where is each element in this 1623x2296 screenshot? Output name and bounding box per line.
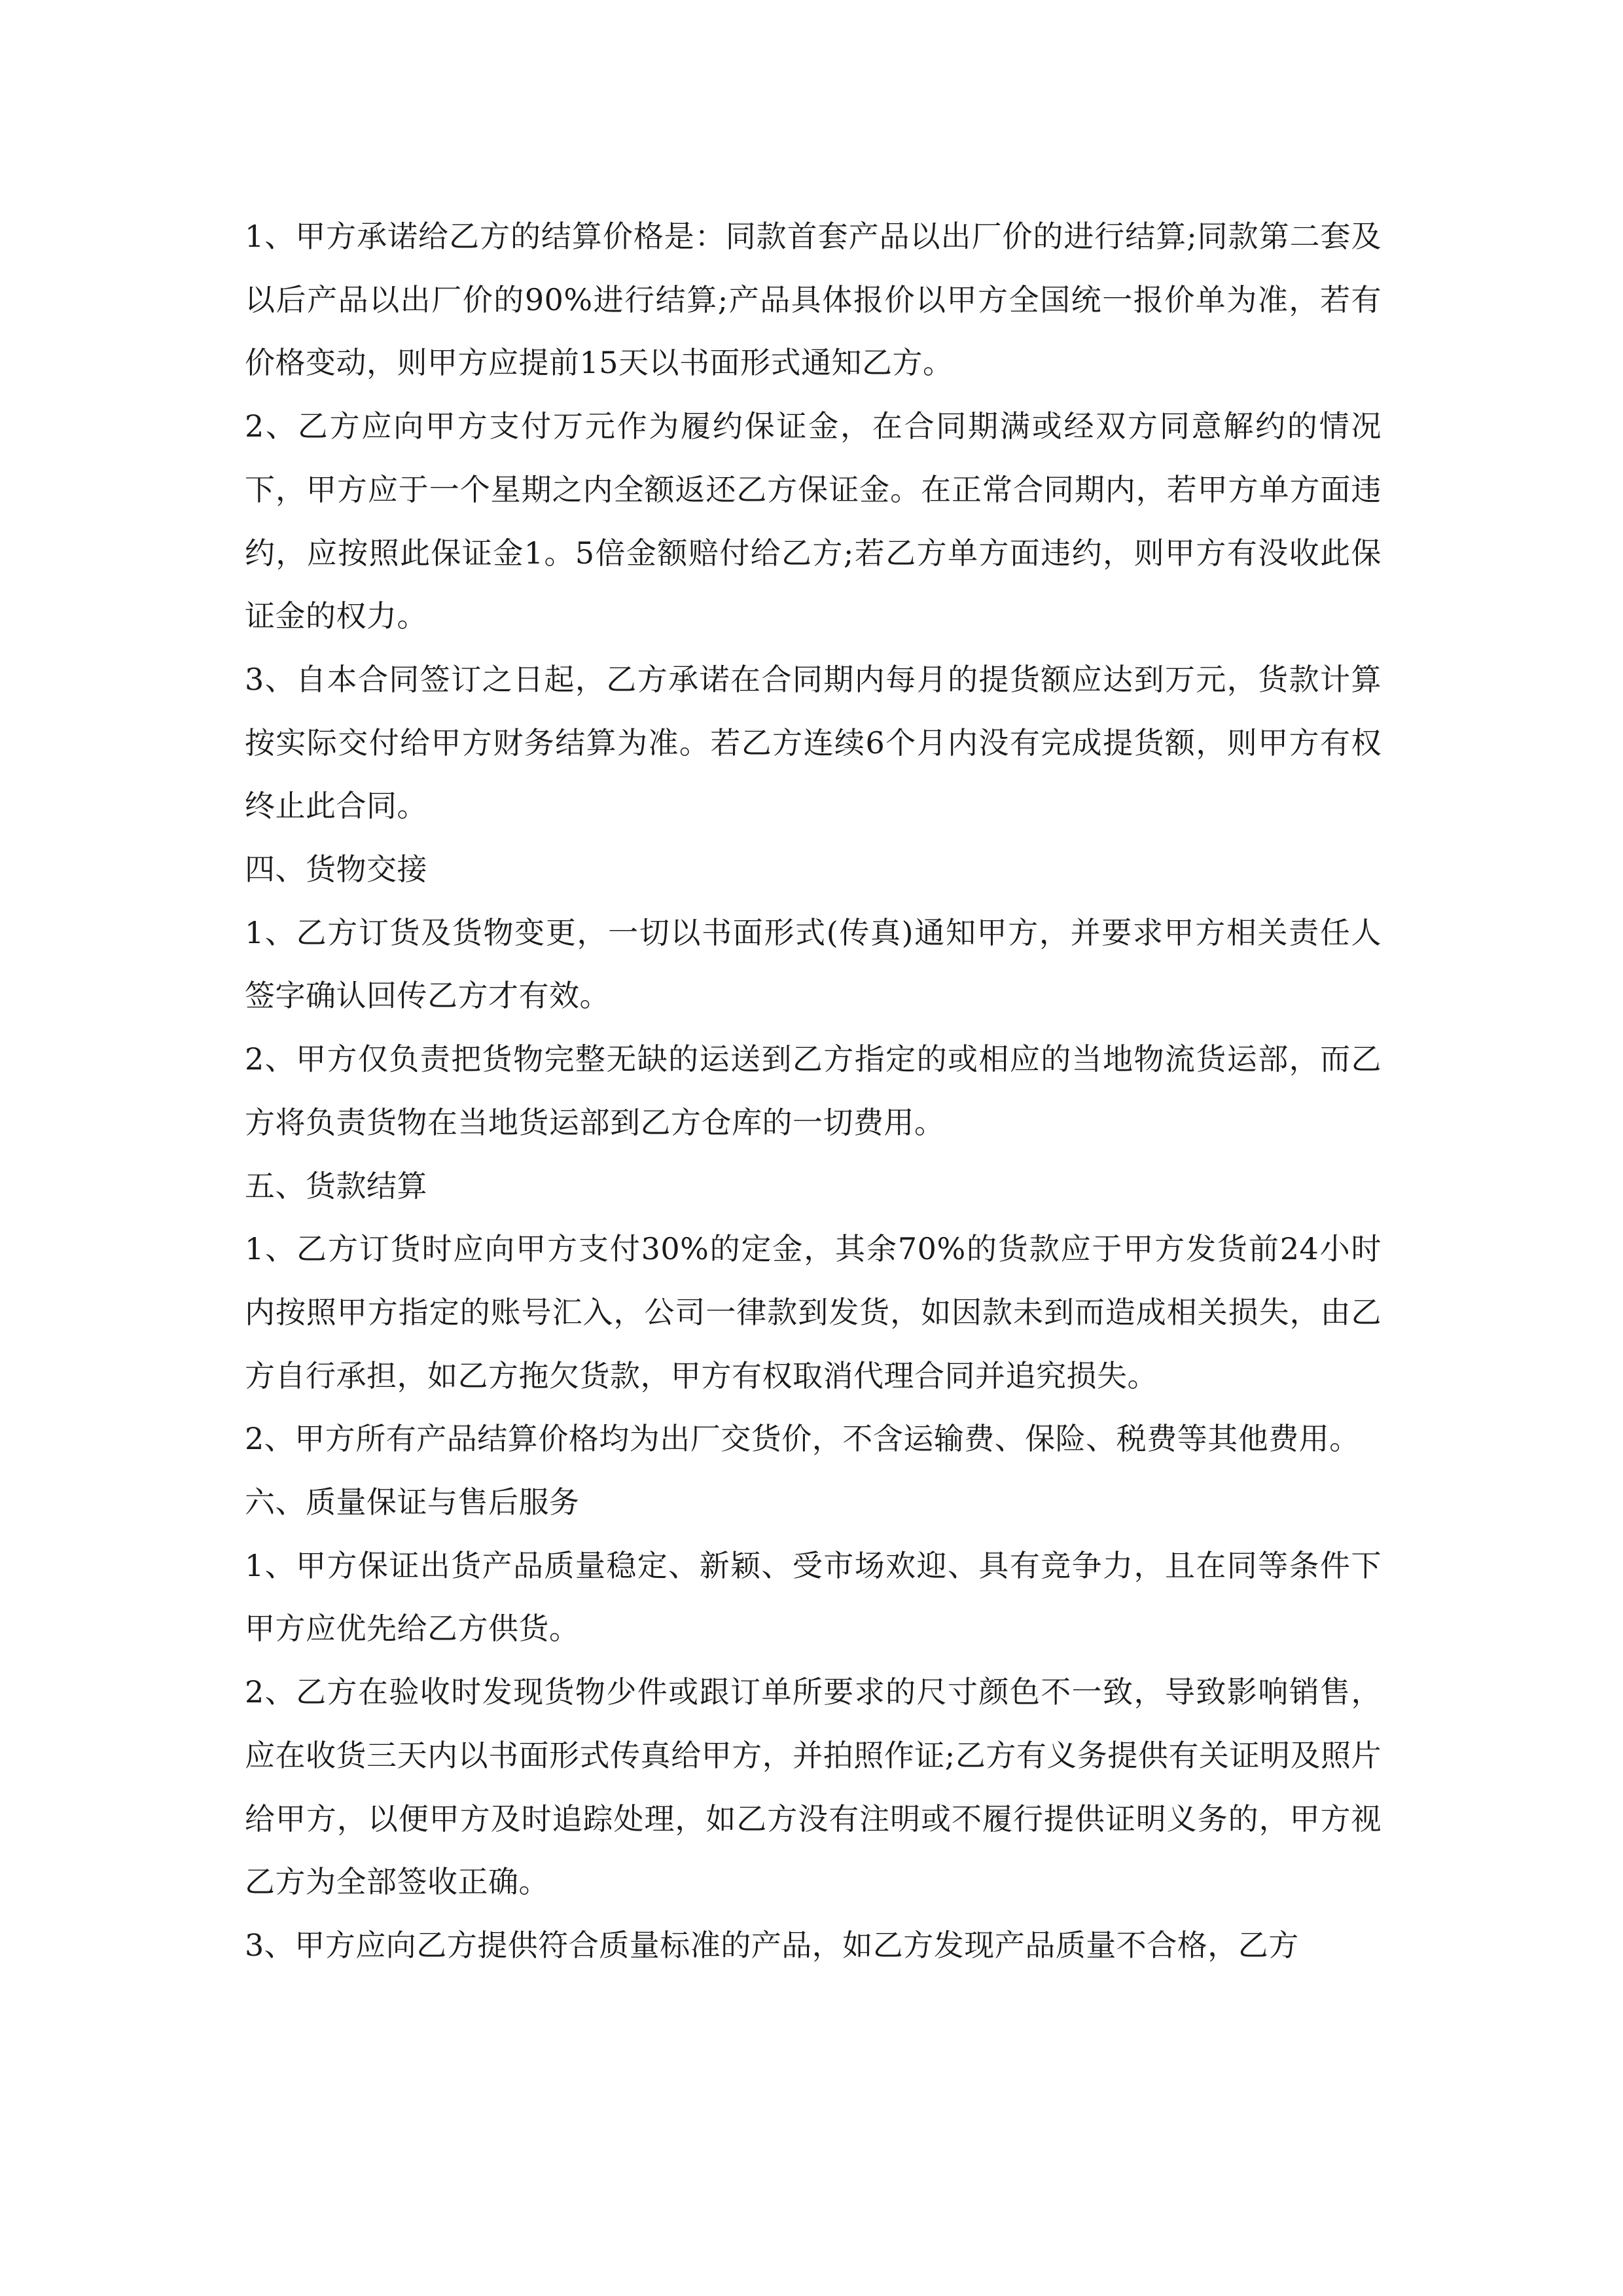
clause-paragraph: 1、乙方订货及货物变更，一切以书面形式(传真)通知甲方，并要求甲方相关责任人签字确认回传乙方才有效。: [245, 914, 1382, 1014]
clause-paragraph: 2、甲方仅负责把货物完整无缺的运送到乙方指定的或相应的当地物流货运部，而乙方将负责货物在当地货运部到乙方仓库的一切费用。: [245, 1041, 1382, 1140]
clause-paragraph: 2、甲方所有产品结算价格均为出厂交货价，不含运输费、保险、税费等其他费用。: [245, 1421, 1360, 1457]
clause-paragraph: 2、乙方应向甲方支付万元作为履约保证金，在合同期满或经双方同意解约的情况下，甲方应于一个星期之内全额返还乙方保证金。在正常合同期内，若甲方单方面违约，应按照此保证金1。5倍金额赔付给乙方;若乙方单方面违约，则甲方有没收此保证金的权力。: [245, 408, 1382, 634]
clause-paragraph: 1、甲方保证出货产品质量稳定、新颖、受市场欢迎、具有竞争力，且在同等条件下甲方应优先给乙方供货。: [245, 1547, 1382, 1647]
section-heading: 五、货款结算: [245, 1168, 427, 1204]
clause-paragraph: 2、乙方在验收时发现货物少件或跟订单所要求的尺寸颜色不一致，导致影响销售，应在收货三天内以书面形式传真给甲方，并拍照作证;乙方有义务提供有关证明及照片给甲方，以便甲方及时追踪处理，如乙方没有注明或不履行提供证明义务的，甲方视乙方为全部签收正确。: [245, 1674, 1382, 1900]
clause-paragraph: 1、乙方订货时应向甲方支付30%的定金，其余70%的货款应于甲方发货前24小时内按照甲方指定的账号汇入，公司一律款到发货，如因款未到而造成相关损失，由乙方自行承担，如乙方拖欠货款，甲方有权取消代理合同并追究损失。: [245, 1231, 1382, 1393]
section-heading: 六、质量保证与售后服务: [245, 1484, 580, 1520]
clause-paragraph: 1、甲方承诺给乙方的结算价格是：同款首套产品以出厂价的进行结算;同款第二套及以后产品以出厂价的90%进行结算;产品具体报价以甲方全国统一报价单为准，若有价格变动，则甲方应提前15天以书面形式通知乙方。: [245, 219, 1382, 381]
section-heading: 四、货物交接: [245, 852, 427, 888]
clause-paragraph: 3、自本合同签订之日起，乙方承诺在合同期内每月的提货额应达到万元，货款计算按实际交付给甲方财务结算为准。若乙方连续6个月内没有完成提货额，则甲方有权终止此合同。: [245, 661, 1382, 824]
clause-paragraph: 3、甲方应向乙方提供符合质量标准的产品，如乙方发现产品质量不合格，乙方: [245, 1927, 1299, 1963]
contract-body: [245, 205, 1382, 1977]
